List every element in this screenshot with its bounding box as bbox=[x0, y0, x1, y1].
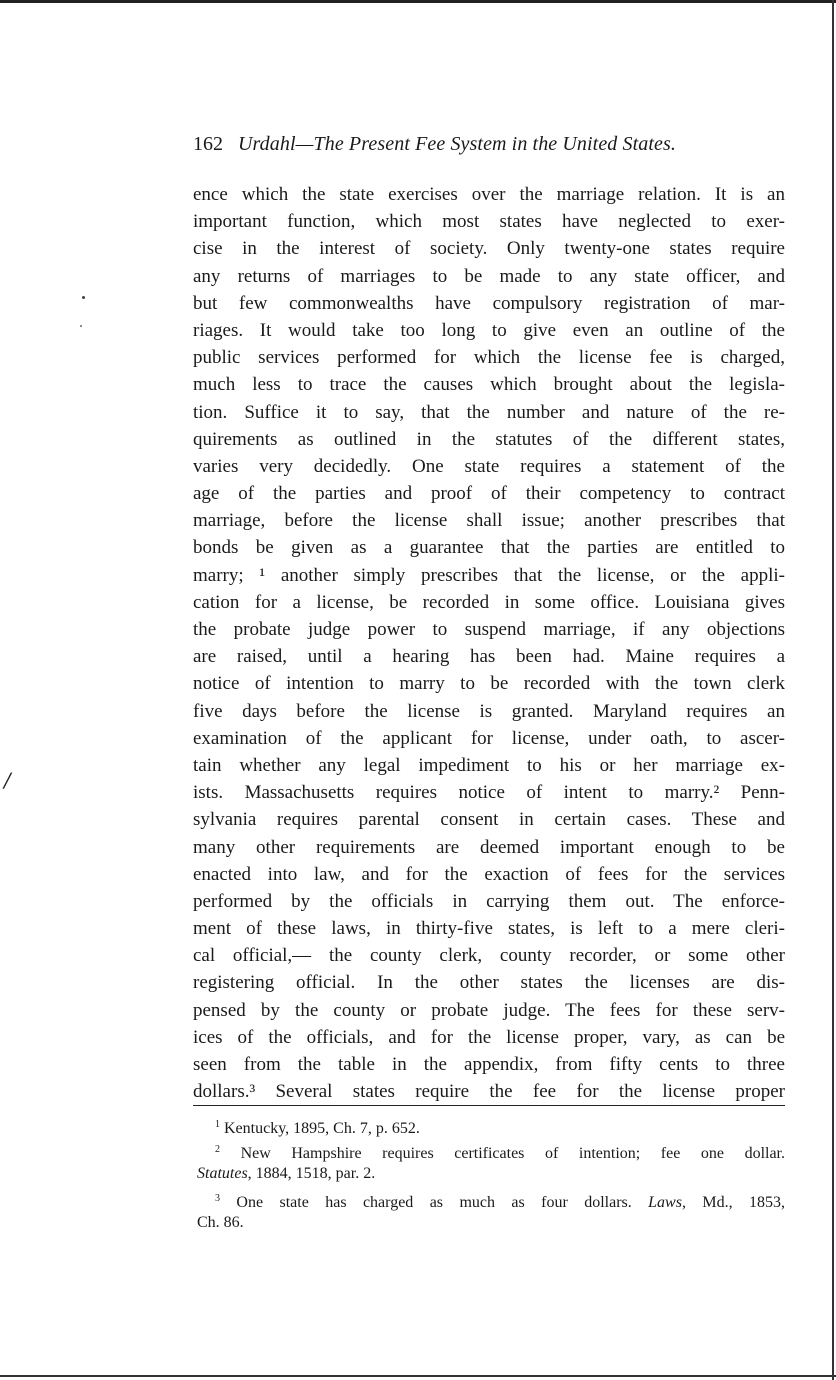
footnote-rule bbox=[193, 1105, 785, 1106]
margin-pencil-mark: / bbox=[4, 768, 11, 792]
text-line: tion. Suffice it to say, that the number and nature of the re- bbox=[193, 401, 785, 423]
running-header bbox=[193, 133, 785, 161]
text-line: public services performed for which the license fee is charged, bbox=[193, 347, 785, 369]
footnote-text: One state has charged as much as four dollars. bbox=[236, 1193, 649, 1211]
text-line: much less to trace the causes which brought about the legisla- bbox=[193, 374, 785, 396]
text-line: important function, which most states have neglected to exer- bbox=[193, 211, 785, 233]
running-title: Urdahl—The Present Fee System in the United States. bbox=[238, 133, 676, 155]
footnotes bbox=[193, 1113, 785, 1236]
scan-speck bbox=[80, 325, 82, 327]
footnote-citation: , 1884, 1518, par. 2. bbox=[247, 1165, 376, 1182]
footnote-marker: 2 bbox=[215, 1143, 220, 1155]
text-line: ence which the state exercises over the marriage relation. It is an bbox=[193, 184, 785, 205]
footnote-citation-title: Laws bbox=[648, 1193, 682, 1211]
text-line: quirements as outlined in the statutes of the different states, bbox=[193, 428, 785, 450]
footnote-text: New Hampshire requires certificates of intention; fee one dollar. bbox=[240, 1144, 785, 1162]
text-line: notice of intention to marry to be recorded with the town clerk bbox=[193, 673, 785, 695]
text-line: riages. It would take too long to give even an outline of the bbox=[193, 319, 785, 341]
footnote-3-continued bbox=[193, 1211, 785, 1236]
footnote-marker: 1 bbox=[215, 1119, 220, 1130]
text-line: cation for a license, be recorded in some office. Louisiana gives bbox=[193, 591, 785, 613]
text-line: age of the parties and proof of their competency to contract bbox=[193, 483, 785, 505]
text-line: cal official,— the county clerk, county recorder, or some other bbox=[193, 945, 785, 967]
footnote-1 bbox=[193, 1113, 785, 1138]
text-line: marriage, before the license shall issue; another prescribes that bbox=[193, 510, 785, 532]
text-line: ices of the officials, and for the license proper, vary, as can be bbox=[193, 1026, 785, 1048]
text-line: the probate judge power to suspend marriage, if any objections bbox=[193, 619, 785, 640]
body-text bbox=[193, 181, 785, 1105]
footnote-2-continued bbox=[193, 1162, 785, 1187]
scan-top-border bbox=[0, 0, 836, 3]
text-line: pensed by the county or probate judge. The fees for these serv- bbox=[193, 999, 785, 1021]
text-line: dollars.³ Several states require the fee for the license proper bbox=[193, 1081, 785, 1103]
text-line: registering official. In the other states the licenses are dis- bbox=[193, 972, 785, 994]
footnote-text: Kentucky, 1895, Ch. 7, p. 652. bbox=[224, 1120, 420, 1137]
footnote-marker: 3 bbox=[215, 1192, 220, 1204]
text-line: any returns of marriages to be made to any state officer, and bbox=[193, 265, 785, 287]
text-line: tain whether any legal impediment to his or her marriage ex- bbox=[193, 754, 785, 776]
scan-right-border bbox=[832, 0, 834, 1380]
scan-speck bbox=[82, 296, 85, 299]
footnote-citation: , Md., 1853, bbox=[681, 1193, 785, 1211]
text-line: many other requirements are deemed important enough to be bbox=[193, 836, 785, 858]
footnote-citation-title: Statutes bbox=[197, 1165, 248, 1182]
footnote-citation: Ch. 86. bbox=[197, 1214, 244, 1231]
text-line: bonds be given as a guarantee that the parties are entitled to bbox=[193, 537, 785, 559]
text-line: performed by the officials in carrying them out. The enforce- bbox=[193, 890, 785, 912]
text-line: ment of these laws, in thirty-five states, is left to a mere cleri- bbox=[193, 918, 785, 940]
text-line: enacted into law, and for the exaction of fees for the services bbox=[193, 863, 785, 885]
text-line: sylvania requires parental consent in certain cases. These and bbox=[193, 809, 785, 831]
footnote-2 bbox=[193, 1138, 785, 1163]
page-number: 162 bbox=[193, 133, 223, 155]
scan-bottom-border bbox=[0, 1375, 836, 1377]
text-line: varies very decidedly. One state requires a statement of the bbox=[193, 455, 785, 477]
text-line: cise in the interest of society. Only twenty-one states require bbox=[193, 238, 785, 260]
footnote-3 bbox=[193, 1187, 785, 1212]
text-line: marry; ¹ another simply prescribes that the license, or the appli- bbox=[193, 564, 785, 586]
text-line: but few commonwealths have compulsory registration of mar- bbox=[193, 292, 785, 314]
text-line: five days before the license is granted. Maryland requires an bbox=[193, 700, 785, 722]
text-line: ists. Massachusetts requires notice of intent to marry.² Penn- bbox=[193, 782, 785, 804]
text-line: examination of the applicant for license, under oath, to ascer- bbox=[193, 727, 785, 749]
text-line: seen from the table in the appendix, from fifty cents to three bbox=[193, 1054, 785, 1075]
text-line: are raised, until a hearing has been had. Maine requires a bbox=[193, 646, 785, 668]
